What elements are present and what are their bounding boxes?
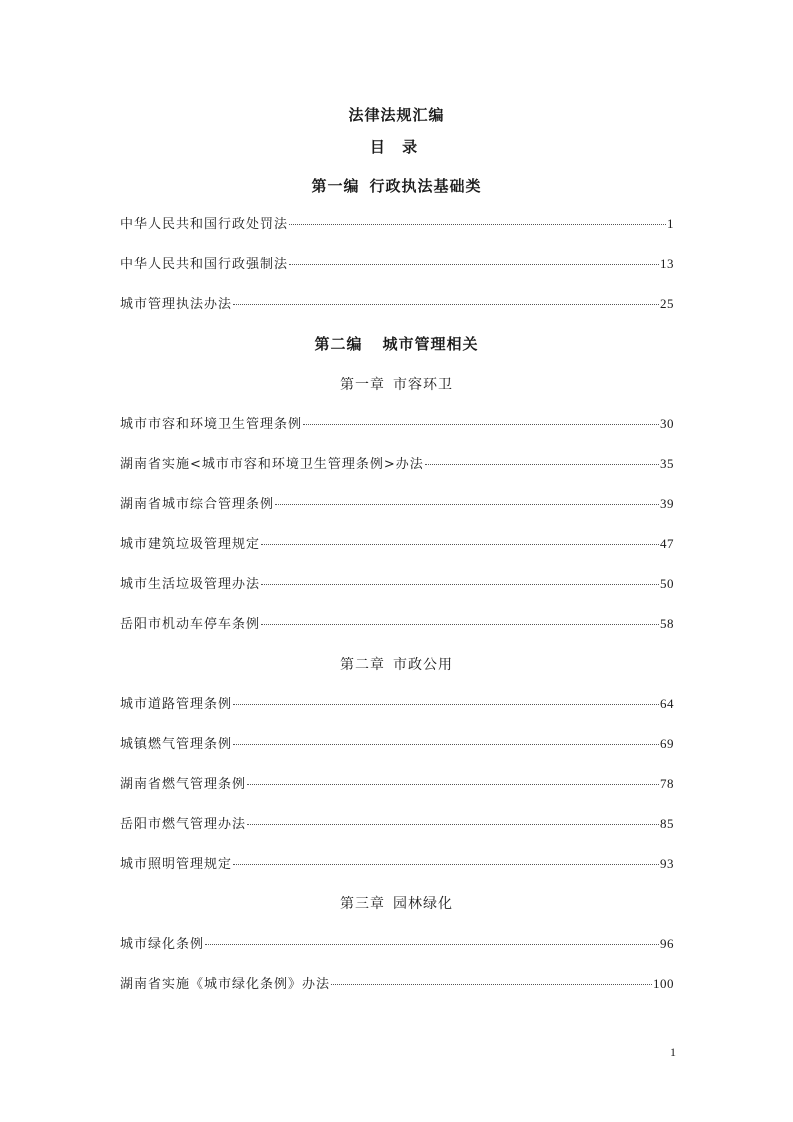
toc-entry-label: 城市生活垃圾管理办法: [120, 577, 261, 592]
toc-entry-page: 39: [660, 496, 674, 511]
toc-entry-label: 城市管理执法办法: [120, 297, 233, 312]
toc-entry[interactable]: [120, 533, 674, 553]
toc-entry-label: 湖南省燃气管理条例: [120, 777, 247, 792]
toc-entry[interactable]: [120, 813, 674, 833]
dot-leader: [331, 984, 652, 985]
toc-entry[interactable]: [120, 573, 674, 593]
dot-leader: [233, 704, 659, 705]
chapter-name: 市政公用: [393, 657, 453, 673]
toc-entry-page: 47: [660, 536, 674, 551]
chapter-title-1: [0, 374, 793, 394]
dot-leader: [425, 464, 659, 465]
dot-leader: [303, 424, 659, 425]
chapter-name: 园林绿化: [393, 896, 453, 912]
part-name: 城市管理相关: [382, 335, 479, 353]
toc-entry[interactable]: [120, 413, 674, 433]
toc-entry-page: 69: [660, 736, 674, 751]
toc-entry-label: 城市绿化条例: [120, 937, 205, 952]
toc-entry-label: 城市建筑垃圾管理规定: [120, 537, 261, 552]
toc-entry-page: 35: [660, 456, 674, 471]
toc-entry-page: 85: [660, 816, 674, 831]
toc-entry-label: 城市道路管理条例: [120, 697, 233, 712]
toc-entry[interactable]: [120, 613, 674, 633]
toc-entry[interactable]: [120, 693, 674, 713]
dot-leader: [233, 304, 659, 305]
toc-entry-label: 岳阳市燃气管理办法: [120, 817, 247, 832]
toc-entry-label: 城市照明管理规定: [120, 857, 233, 872]
dot-leader: [261, 544, 659, 545]
toc-entry-label: 岳阳市机动车停车条例: [120, 617, 261, 632]
toc-entry-page: 50: [660, 576, 674, 591]
dot-leader: [247, 824, 659, 825]
toc-entry-label: 中华人民共和国行政处罚法: [120, 217, 289, 232]
part-name: 行政执法基础类: [369, 177, 482, 195]
dot-leader: [289, 224, 666, 225]
chapter-prefix: 第二章: [340, 657, 385, 673]
toc-entry-page: 58: [660, 616, 674, 631]
dot-leader: [261, 624, 659, 625]
part-prefix: 第二编: [314, 335, 363, 353]
toc-entry[interactable]: [120, 933, 674, 953]
toc-entry-label: 中华人民共和国行政强制法: [120, 257, 289, 272]
toc-entry-page: 25: [660, 296, 674, 311]
dot-leader: [275, 504, 659, 505]
chapter-title-2: [0, 654, 793, 674]
toc-entry-label: 城镇燃气管理条例: [120, 737, 233, 752]
toc-entry[interactable]: [120, 253, 674, 273]
toc-entry[interactable]: [120, 213, 674, 233]
toc-entry[interactable]: [120, 973, 674, 993]
dot-leader: [205, 944, 659, 945]
document-title: 法律法规汇编: [348, 106, 445, 124]
toc-entry-page: 96: [660, 936, 674, 951]
toc-entry-page: 93: [660, 856, 674, 871]
toc-entry[interactable]: [120, 493, 674, 513]
dot-leader: [233, 744, 659, 745]
toc-entry-page: 100: [653, 976, 674, 991]
toc-entry-page: 64: [660, 696, 674, 711]
page-number: 1: [670, 1045, 676, 1059]
chapter-prefix: 第一章: [340, 377, 385, 393]
toc-entry-label: 城市市容和环境卫生管理条例: [120, 417, 303, 432]
part-title-2: [0, 333, 793, 354]
dot-leader: [233, 864, 659, 865]
dot-leader: [289, 264, 659, 265]
part-prefix: 第一编: [311, 177, 360, 195]
chapter-title-3: [0, 893, 793, 913]
part-title-1: [0, 175, 793, 196]
toc-entry-page: 13: [660, 256, 674, 271]
toc-entry[interactable]: [120, 773, 674, 793]
toc-entry-page: 1: [667, 216, 674, 231]
chapter-name: 市容环卫: [393, 377, 453, 393]
toc-entry-label: 湖南省城市综合管理条例: [120, 497, 275, 512]
toc-entry[interactable]: [120, 853, 674, 873]
toc-entry-page: 78: [660, 776, 674, 791]
toc-entry-label: 湖南省实施《城市绿化条例》办法: [120, 977, 331, 992]
toc-entry[interactable]: [120, 733, 674, 753]
toc-entry-label: 湖南省实施<城市市容和环境卫生管理条例>办法: [120, 457, 424, 472]
chapter-prefix: 第三章: [340, 896, 385, 912]
toc-heading: 目 录: [369, 138, 424, 156]
dot-leader: [261, 584, 659, 585]
dot-leader: [247, 784, 659, 785]
toc-entry-page: 30: [660, 416, 674, 431]
toc-entry[interactable]: [120, 293, 674, 313]
toc-entry[interactable]: [120, 453, 674, 473]
